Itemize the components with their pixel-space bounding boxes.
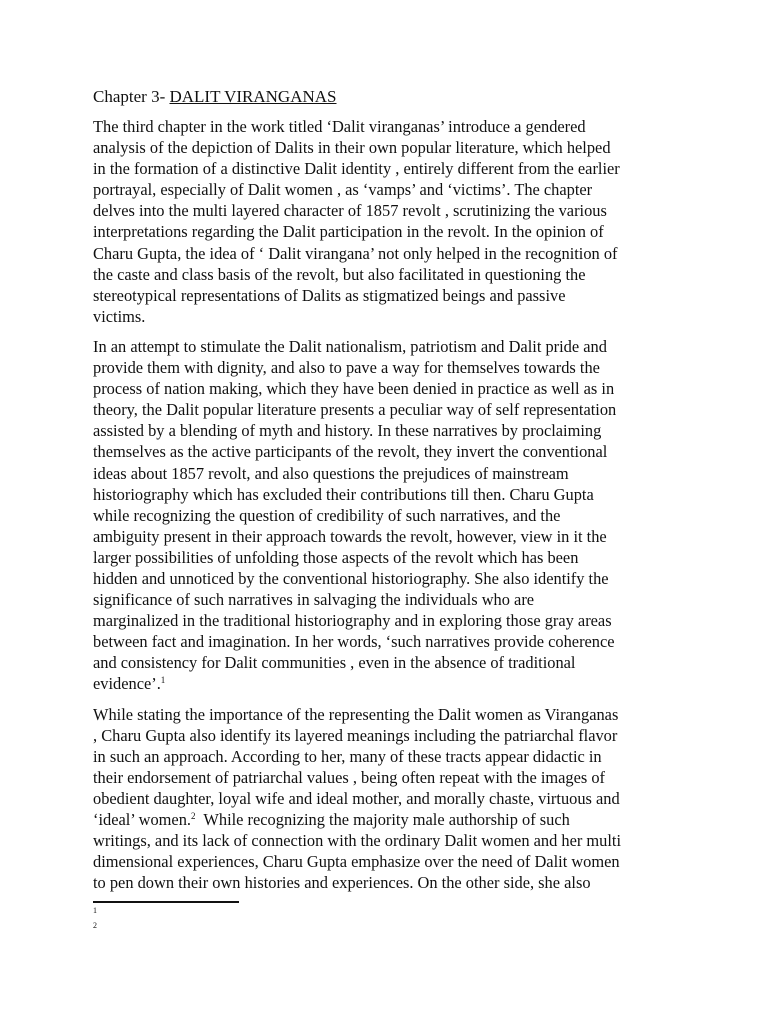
text-line: delves into the multi layered character of 1857 revolt , scrutinizing the various (93, 201, 607, 221)
text-line: historiography which has excluded their contributions till then. Charu Gupta (93, 484, 594, 504)
text-line: interpretations regarding the Dalit participation in the revolt. In the opinion of (93, 222, 604, 242)
footnote-2: 2 (93, 921, 97, 930)
text-line: ideas about 1857 revolt, and also questions the prejudices of mainstream (93, 463, 569, 483)
text-line: themselves as the active participants of the revolt, they invert the conventional (93, 442, 608, 462)
line-text: evidence’. (93, 674, 161, 694)
text-line: portrayal, especially of Dalit women , as ‘vamps’ and ‘victims’. The chapter (93, 180, 593, 200)
text-line: between fact and imagination. In her words, ‘such narratives provide coherence (93, 632, 615, 652)
text-line: , Charu Gupta also identify its layered meanings including the patriarchal flavor (93, 725, 618, 745)
line-text: While recognizing the majority male authorship of such (195, 810, 570, 829)
paragraph-3 (93, 704, 678, 894)
text-line: writings, and its lack of connection with the ordinary Dalit women and her multi (93, 831, 622, 851)
text-line: analysis of the depiction of Dalits in their own popular literature, which helped (93, 138, 611, 158)
footnote-ref-1[interactable]: 1 (160, 675, 166, 686)
footnote-ref-2[interactable]: 2 (191, 811, 196, 821)
text-line: significance of such narratives in salvaging the individuals who are (93, 590, 535, 610)
text-line: while recognizing the question of credibility of such narratives, and the (93, 505, 561, 525)
text-line: The third chapter in the work titled ‘Dalit viranganas’ introduce a gendered (93, 117, 586, 136)
text-line: assisted by a blending of myth and history. In these narratives by proclaiming (93, 421, 602, 441)
text-line: and consistency for Dalit communities , even in the absence of traditional (93, 653, 576, 673)
line-text: ‘ideal’ women. (93, 810, 191, 829)
footnote-1: 1 (93, 906, 97, 915)
text-line: Charu Gupta, the idea of ‘ Dalit virangana’ not only helped in the recognition of (93, 243, 618, 263)
text-line: marginalized in the traditional historiography and in exploring those gray areas (93, 611, 612, 631)
text-line: ambiguity present in their approach towards the revolt, however, view in it the (93, 526, 607, 546)
text-line: theory, the Dalit popular literature presents a peculiar way of self representation (93, 400, 617, 420)
text-line: victims. (93, 306, 146, 326)
paragraph-1 (93, 116, 678, 327)
text-line: obedient daughter, loyal wife and ideal mother, and morally chaste, virtuous and (93, 788, 620, 808)
text-line: dimensional experiences, Charu Gupta emphasize over the need of Dalit women (93, 852, 620, 872)
text-line: In an attempt to stimulate the Dalit nationalism, patriotism and Dalit pride and (93, 336, 607, 356)
text-line (93, 673, 678, 694)
footnote-separator (93, 901, 239, 903)
chapter-heading (93, 86, 678, 108)
document-page (93, 86, 678, 902)
paragraph-2 (93, 336, 678, 695)
text-line: in the formation of a distinctive Dalit identity , entirely different from the earlier (93, 159, 620, 179)
text-line: provide them with dignity, and also to pave a way for themselves towards the (93, 358, 600, 378)
text-line: process of nation making, which they have been denied in practice as well as in (93, 379, 615, 399)
text-line: their endorsement of patriarchal values , being often repeat with the images of (93, 767, 606, 787)
chapter-title: DALIT VIRANGANAS (169, 87, 337, 106)
text-line: in such an approach. According to her, many of these tracts appear didactic in (93, 746, 602, 766)
text-line: stereotypical representations of Dalits as stigmatized beings and passive (93, 285, 566, 305)
text-line: larger possibilities of unfolding those aspects of the revolt which has been (93, 547, 579, 567)
chapter-prefix: Chapter 3- (93, 87, 170, 106)
text-line: the caste and class basis of the revolt, but also facilitated in questioning the (93, 264, 586, 284)
text-line: hidden and unnoticed by the conventional historiography. She also identify the (93, 568, 609, 588)
text-line (93, 809, 678, 830)
text-line: While stating the importance of the representing the Dalit women as Viranganas (93, 704, 619, 724)
text-line: to pen down their own histories and experiences. On the other side, she also (93, 873, 591, 893)
